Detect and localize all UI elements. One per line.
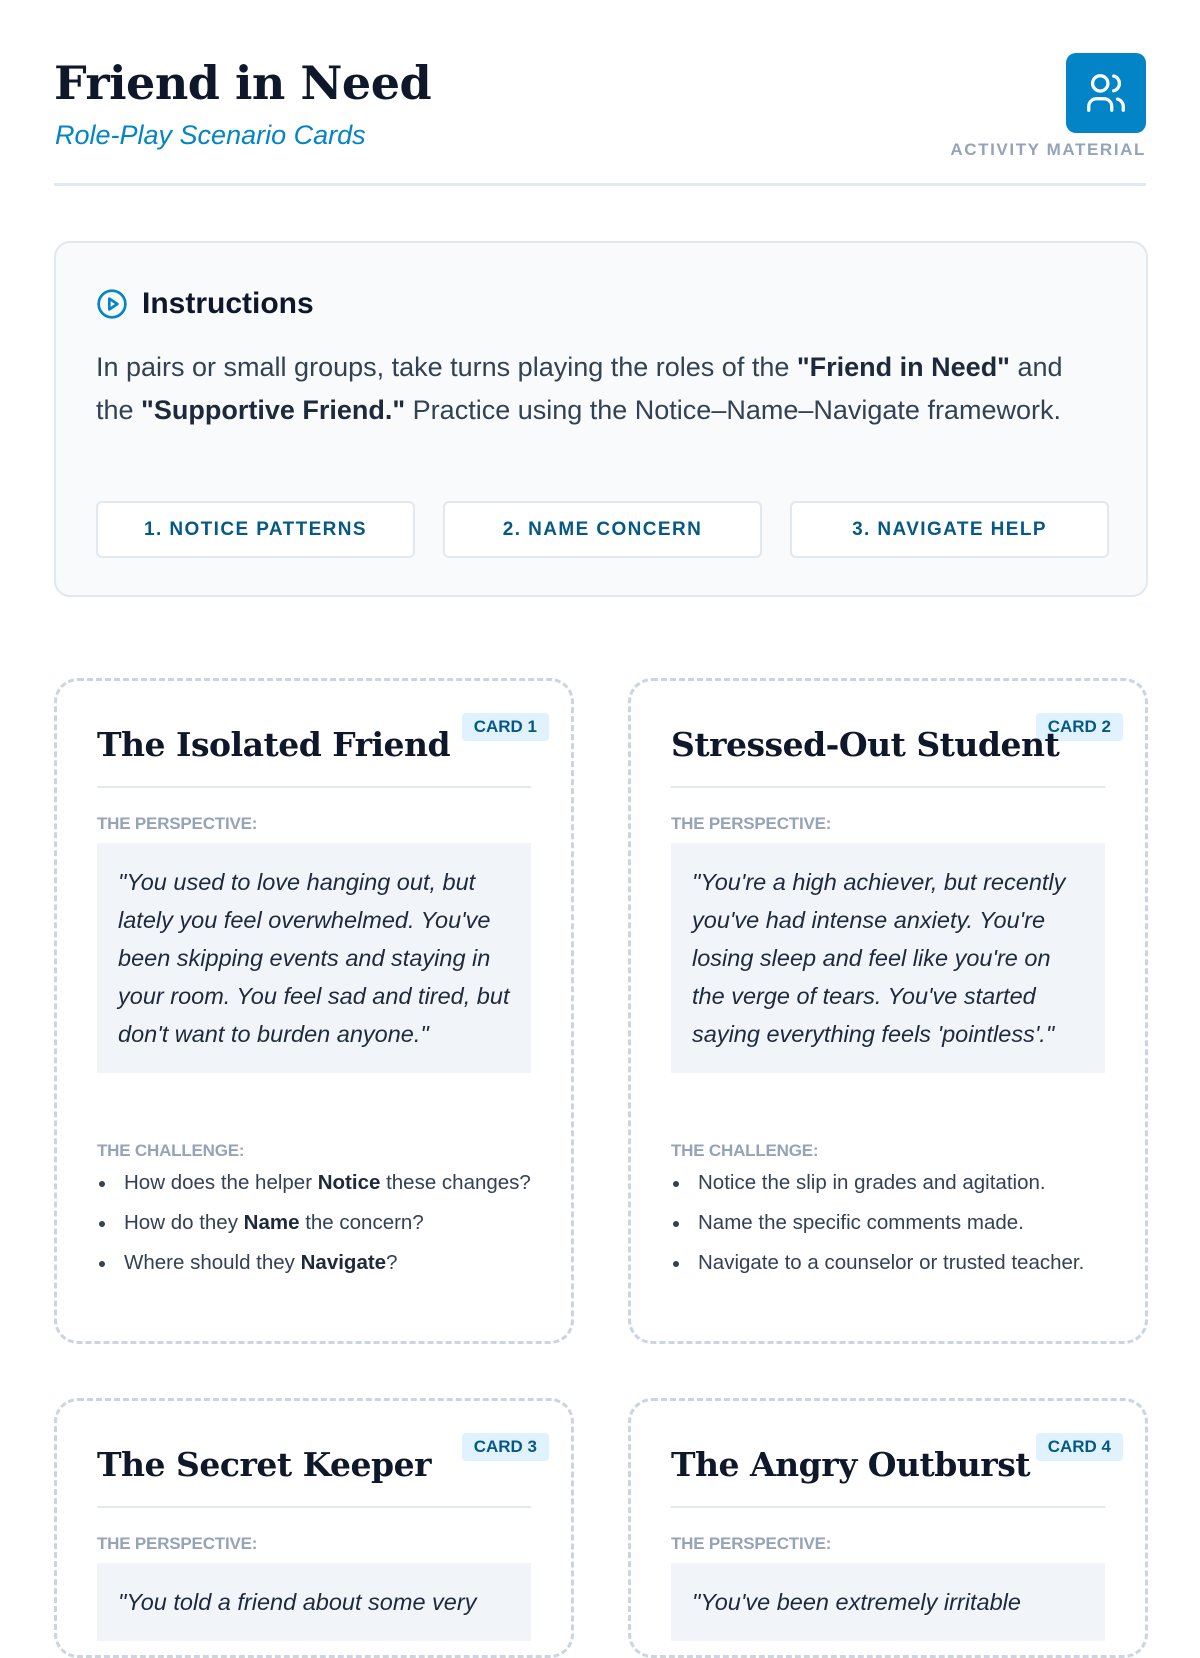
card-title: The Isolated Friend [97,725,451,764]
instructions-title: Instructions [142,287,314,320]
challenge-list [97,1169,541,1289]
role-friend-in-need: "Friend in Need" [796,352,1010,382]
card-title: The Secret Keeper [97,1445,431,1484]
scenario-card-4 [628,1398,1148,1658]
divider [97,786,531,788]
page-subtitle: Role-Play Scenario Cards [55,120,366,150]
perspective-quote: "You used to love hanging out, but lately you feel overwhelmed. You've been skipping events and staying in your room. You feel sad and tired, but don't want to burden anyone." [97,843,531,1073]
perspective-label: THE PERSPECTIVE: [671,1534,832,1553]
card-badge: CARD 2 [1036,713,1123,741]
challenge-label: THE CHALLENGE: [671,1141,819,1160]
divider [97,1506,531,1508]
instructions-panel [54,241,1148,597]
instructions-text: In pairs or small groups, take turns playing the roles of the "Friend in Need" and the "Supportive Friend." Practice using the Notice–Name–Navigate framework. [96,352,1063,425]
step-name: 2. NAME CONCERN [443,501,762,558]
perspective-quote: "You've been extremely irritable [671,1563,1105,1641]
card-title: The Angry Outburst [671,1445,1031,1484]
list-item: How does the helper Notice these changes? [97,1169,541,1196]
perspective-label: THE PERSPECTIVE: [671,814,832,833]
page-title: Friend in Need [54,56,432,110]
activity-label: ACTIVITY MATERIAL [950,140,1146,159]
perspective-label: THE PERSPECTIVE: [97,1534,258,1553]
card-badge: CARD 3 [462,1433,549,1461]
users-icon [1066,53,1146,133]
challenge-label: THE CHALLENGE: [97,1141,245,1160]
card-title: Stressed-Out Student [671,725,1060,764]
list-item: Notice the slip in grades and agitation. [671,1169,1115,1196]
divider [671,786,1105,788]
scenario-card-3 [54,1398,574,1658]
list-item: How do they Name the concern? [97,1209,541,1236]
perspective-quote: "You told a friend about some very [97,1563,531,1641]
list-item: Name the specific comments made. [671,1209,1115,1236]
scenario-card-1 [54,678,574,1344]
scenario-card-2 [628,678,1148,1344]
perspective-quote: "You're a high achiever, but recently you've had intense anxiety. You're losing sleep and feel like you're on the verge of tears. You've started saying everything feels 'pointless'." [671,843,1105,1073]
challenge-list [671,1169,1115,1289]
role-supportive-friend: "Supportive Friend." [141,395,406,425]
step-notice: 1. NOTICE PATTERNS [96,501,415,558]
list-item: Where should they Navigate? [97,1249,541,1276]
list-item: Navigate to a counselor or trusted teacher. [671,1249,1115,1276]
step-navigate: 3. NAVIGATE HELP [790,501,1109,558]
card-badge: CARD 1 [462,713,549,741]
instructions-heading [96,287,314,321]
perspective-label: THE PERSPECTIVE: [97,814,258,833]
card-badge: CARD 4 [1036,1433,1123,1461]
play-circle-icon [96,288,128,320]
divider [671,1506,1105,1508]
page-header [54,0,1146,186]
framework-steps [96,501,1109,558]
